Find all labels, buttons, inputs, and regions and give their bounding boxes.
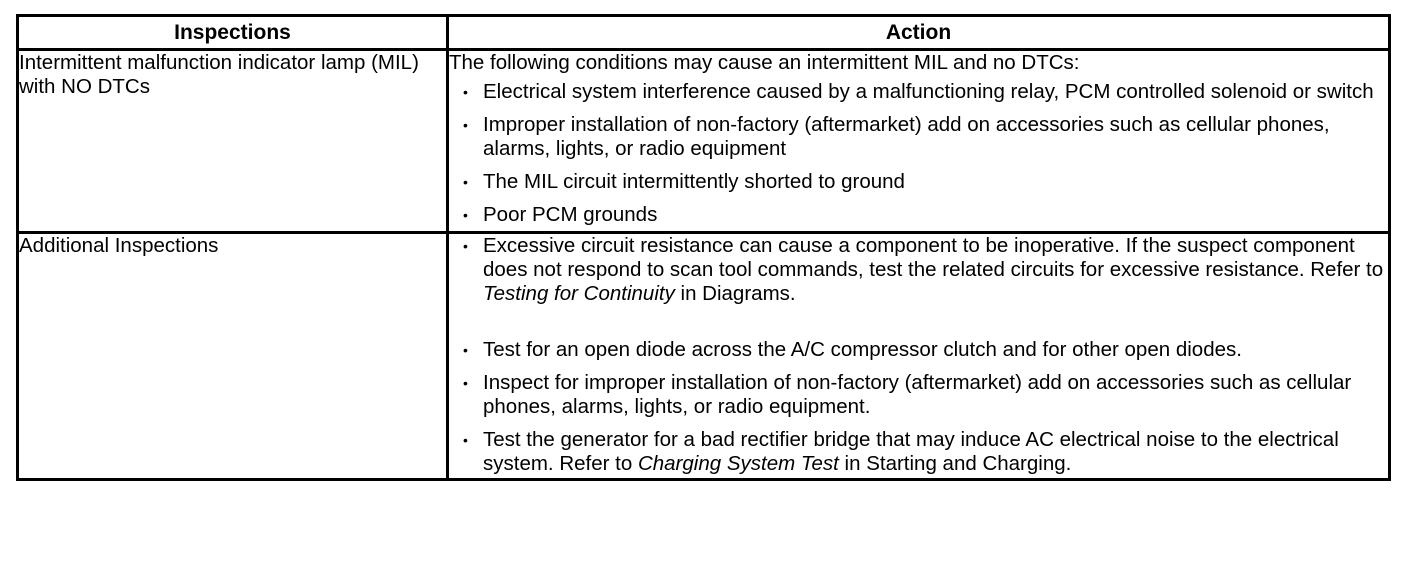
- bullet-suffix: in Starting and Charging.: [838, 452, 1072, 475]
- bullet-icon: •: [463, 174, 468, 190]
- reference-link-text: Testing for Continuity: [483, 282, 675, 305]
- table-row: [18, 233, 1390, 480]
- reference-link-text: Charging System Test: [637, 452, 839, 475]
- list-item: [449, 170, 1388, 194]
- bullet-suffix: in Diagrams.: [674, 282, 796, 305]
- list-item: [449, 80, 1388, 104]
- list-item: [449, 203, 1388, 227]
- inspection-cell: Additional Inspections: [18, 233, 448, 480]
- action-cell: [448, 50, 1390, 233]
- action-bullet-list: [449, 80, 1388, 227]
- action-intro: The following conditions may cause an intermittent MIL and no DTCs:: [449, 51, 1080, 74]
- bullet-icon: •: [463, 84, 468, 100]
- list-item: [449, 113, 1388, 161]
- bullet-icon: •: [463, 207, 468, 223]
- bullet-text: The MIL circuit intermittently shorted to ground: [483, 170, 905, 193]
- bullet-icon: •: [463, 342, 468, 358]
- inspections-header: Inspections: [18, 16, 448, 50]
- action-cell: [448, 233, 1390, 480]
- header-row: [18, 16, 1390, 50]
- action-header: Action: [448, 16, 1390, 50]
- action-bullet-list: [449, 234, 1388, 476]
- bullet-text: Inspect for improper installation of non-factory (aftermarket) add on accessories such as cellular phones, alarms, lights, or radio equipment.: [483, 371, 1352, 418]
- bullet-icon: •: [463, 238, 468, 254]
- bullet-icon: •: [463, 117, 468, 133]
- inspection-cell: Intermittent malfunction indicator lamp (MIL) with NO DTCs: [18, 50, 448, 233]
- table-row: [18, 50, 1390, 233]
- list-item: [449, 234, 1388, 306]
- bullet-icon: •: [463, 432, 468, 448]
- bullet-text: Excessive circuit resistance can cause a component to be inoperative. If the suspect component does not respond to scan tool commands, test the related circuits for excessive resistance. Refer to: [483, 234, 1384, 281]
- bullet-text: Poor PCM grounds: [483, 203, 658, 226]
- inspections-table: [16, 14, 1391, 481]
- bullet-text: Test for an open diode across the A/C compressor clutch and for other open diodes.: [483, 338, 1242, 361]
- bullet-text: Electrical system interference caused by a malfunctioning relay, PCM controlled solenoid or switch: [483, 80, 1374, 103]
- bullet-icon: •: [463, 375, 468, 391]
- bullet-text: Improper installation of non-factory (aftermarket) add on accessories such as cellular phones, alarms, lights, or radio equipment: [483, 113, 1330, 160]
- list-item: [449, 371, 1388, 419]
- list-item: [449, 428, 1388, 476]
- list-item: [449, 338, 1388, 362]
- bullet-text: Test the generator for a bad rectifier bridge that may induce AC electrical noise to the electrical system. Refer to: [483, 428, 1339, 475]
